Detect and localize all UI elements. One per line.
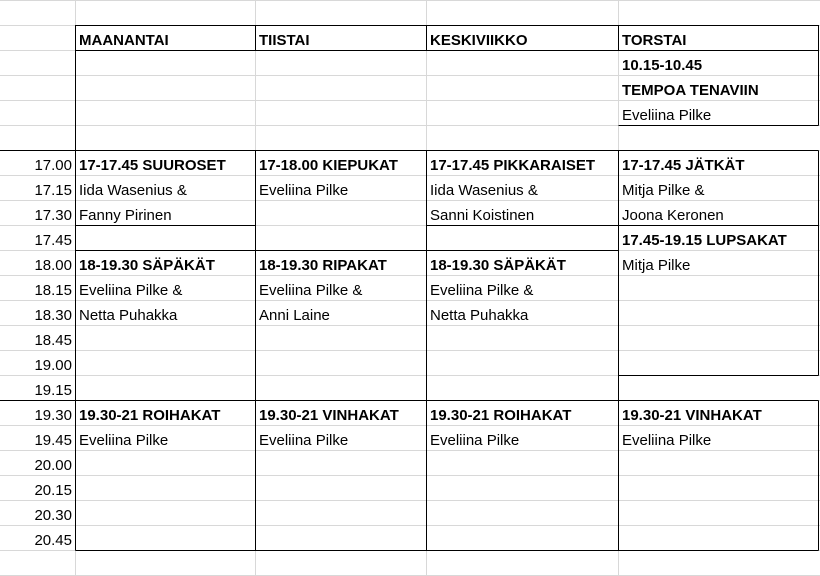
class-teacher: Eveliina Pilke & xyxy=(259,282,363,299)
class-title: 17-18.00 KIEPUKAT xyxy=(259,157,398,174)
class-teacher: Anni Laine xyxy=(259,307,330,324)
time-label: 19.45 xyxy=(34,432,72,449)
header-thursday: TORSTAI xyxy=(622,32,687,49)
class-teacher: Netta Puhakka xyxy=(79,307,178,324)
time-label: 17.00 xyxy=(34,157,72,174)
class-teacher: Eveliina Pilke xyxy=(259,182,349,199)
header-tuesday: TIISTAI xyxy=(259,32,310,49)
time-label: 18.15 xyxy=(34,282,72,299)
time-label: 18.00 xyxy=(34,257,72,274)
time-label: 18.30 xyxy=(34,307,72,324)
time-label: 19.30 xyxy=(34,407,72,424)
time-label: 17.30 xyxy=(34,207,72,224)
time-label: 20.30 xyxy=(34,507,72,524)
class-teacher: Mitja Pilke xyxy=(622,257,691,274)
class-teacher: Netta Puhakka xyxy=(430,307,529,324)
class-teacher: Eveliina Pilke xyxy=(259,432,349,449)
class-title: 18-19.30 SÄPÄKÄT xyxy=(430,257,566,274)
time-label: 20.00 xyxy=(34,457,72,474)
class-teacher: Eveliina Pilke & xyxy=(430,282,534,299)
class-title: 18-19.30 RIPAKAT xyxy=(259,257,387,274)
class-teacher: Mitja Pilke & xyxy=(622,182,705,199)
morning-teacher: Eveliina Pilke xyxy=(622,107,712,124)
class-teacher: Iida Wasenius & xyxy=(430,182,538,199)
class-title: 17-17.45 SUUROSET xyxy=(79,157,226,174)
time-label: 17.15 xyxy=(34,182,72,199)
class-teacher: Eveliina Pilke xyxy=(622,432,712,449)
class-teacher: Sanni Koistinen xyxy=(430,207,535,224)
header-wednesday: KESKIVIIKKO xyxy=(430,32,528,49)
time-label: 20.15 xyxy=(34,482,72,499)
class-title: 19.30-21 VINHAKAT xyxy=(622,407,762,424)
morning-class-name: TEMPOA TENAVIIN xyxy=(622,82,759,99)
time-label: 19.00 xyxy=(34,357,72,374)
class-title: 17-17.45 PIKKARAISET xyxy=(430,157,596,174)
time-label: 17.45 xyxy=(34,232,72,249)
time-label: 18.45 xyxy=(34,332,72,349)
class-teacher: Iida Wasenius & xyxy=(79,182,187,199)
class-teacher: Joona Keronen xyxy=(622,207,724,224)
class-title: 19.30-21 ROIHAKAT xyxy=(79,407,221,424)
class-teacher: Eveliina Pilke xyxy=(430,432,520,449)
class-title: 19.30-21 VINHAKAT xyxy=(259,407,399,424)
class-title: 18-19.30 SÄPÄKÄT xyxy=(79,257,215,274)
morning-time: 10.15-10.45 xyxy=(622,57,703,74)
class-teacher: Fanny Pirinen xyxy=(79,207,172,224)
class-title: 17-17.45 JÄTKÄT xyxy=(622,157,745,174)
class-title: 19.30-21 ROIHAKAT xyxy=(430,407,572,424)
class-title: 17.45-19.15 LUPSAKAT xyxy=(622,232,787,249)
time-label: 20.45 xyxy=(34,532,72,549)
time-label: 19.15 xyxy=(34,382,72,399)
header-monday: MAANANTAI xyxy=(79,32,169,49)
class-teacher: Eveliina Pilke xyxy=(79,432,169,449)
class-teacher: Eveliina Pilke & xyxy=(79,282,183,299)
